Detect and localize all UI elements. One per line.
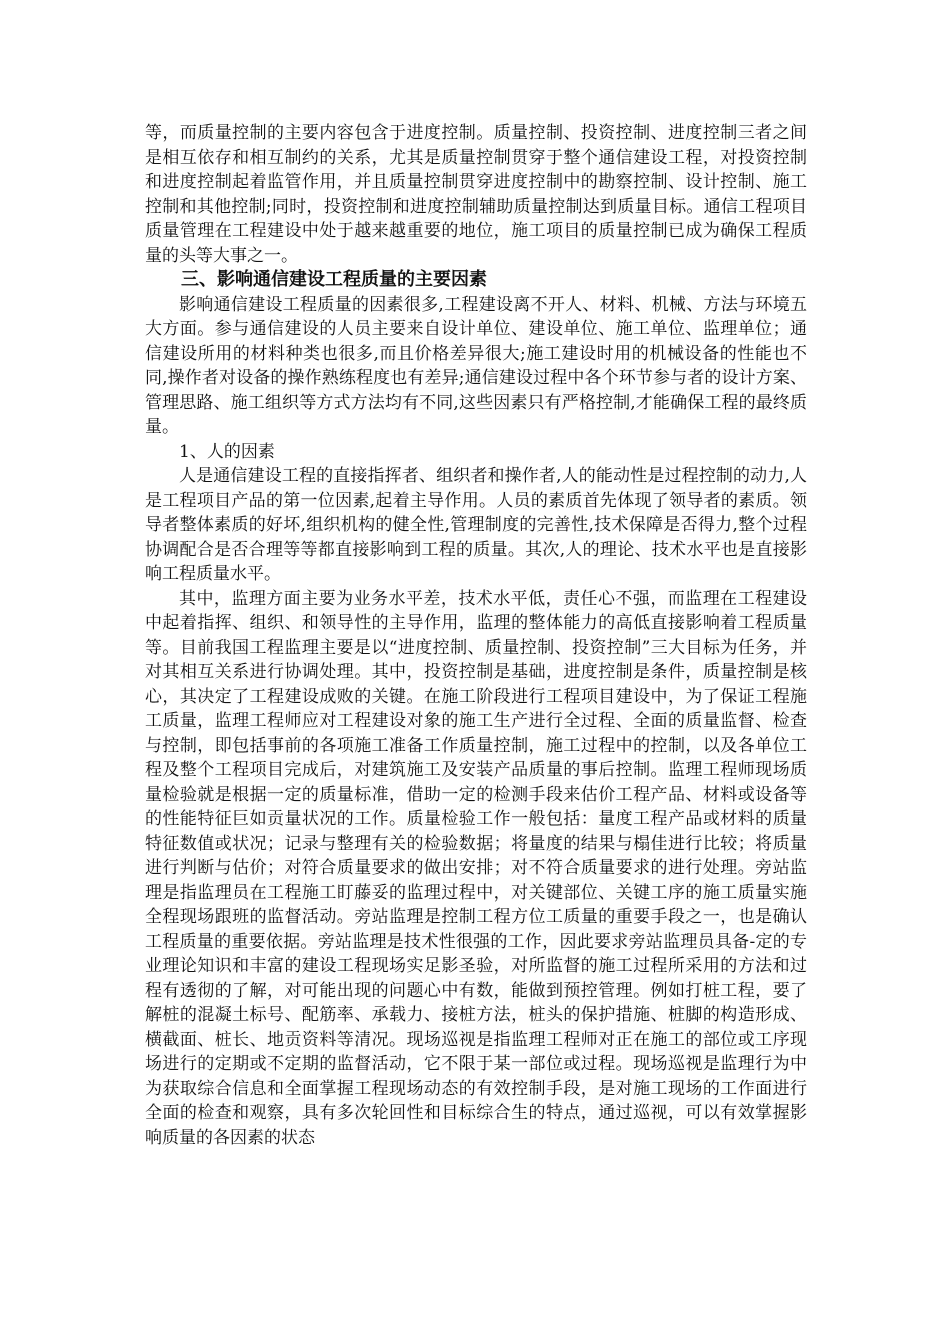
document-page [145,121,807,1150]
supervision-paragraph: 其中，监理方面主要为业务水平差，技术水平低，责任心不强，而监理在工程建设中起着指挥、组织、和领导性的主导作用，监理的整体能力的高低直接影响着工程质量等。目前我国工程监理主要是以“进度控制、质量控制、投资控制”三大目标为任务，并对其相互关系进行协调处理。其中，投资控制是基础，进度控制是条件，质量控制是核心，其决定了工程建设成败的关键。在施工阶段进行工程项目建设中，为了保证工程施工质量，监理工程师应对工程建设对象的施工生产进行全过程、全面的质量监督、检查与控制，即包括事前的各项施工准备工作质量控制，施工过程中的控制，以及各单位工程及整个工程项目完成后，对建筑施工及安装产品质量的事后控制。监理工程师现场质量检验就是根据一定的质量标准，借助一定的检测手段来估价工程产品、材料或设备等的性能特征巨如贡量状况的工作。质量检验工作一般包括：量度工程产品或材料的质量特征数值或状况；记录与整理有关的检验数据；将量度的结果与榻佳进行比较；将质量进行判断与估价；对符合质量要求的做出安排；对不符合质量要求的进行处理。旁站监理是指监理员在工程施工盯藤妥的监理过程中，对关键部位、关键工序的施工质量实施全程现场跟班的监督活动。旁站监理是控制工程方位工质量的重要手段之一，也是确认工程质量的重要依据。旁站监理是技术性很强的工作，因此要求旁站监理员具备-定的专业理论知识和丰富的建设工程现场实足影圣验，对所监督的施工过程所采用的方法和过程有透彻的了解，对可能出现的问题心中有数，能做到预控管理。例如打桩工程，要了解桩的混凝土标号、配筋率、承载力、接桩方法，桩头的保护措施、桩脚的构造形成、横截面、桩长、地贡资料等清况。现场巡视是指监理工程师对正在施工的部位或工序现场进行的定期或不定期的监督活动，它不限于某一部位或过程。现场巡视是监理行为中为获取综合信息和全面掌握工程现场动态的有效控制手段，是对施工现场的工作面进行全面的检查和观察，具有多次轮回性和目标综合生的特点，通过巡视，可以有效掌握影响质量的各因素的状态 [145,588,807,1148]
intro-paragraph: 等，而质量控制的主要内容包含于进度控制。质量控制、投资控制、进度控制三者之间是相互依存和相互制约的关系，尤其是质量控制贯穿于整个通信建设工程，对投资控制和进度控制起着监管作用，并且质量控制贯穿进度控制中的勘察控制、设计控制、施工控制和其他控制;同时，投资控制和进度控制辅助质量控制达到质量目标。通信工程项目质量管理在工程建设中处于越来越重要的地位，施工项目的质量控制已成为确保工程质量的头等大事之一。 [145,123,807,266]
section-paragraph: 影响通信建设工程质量的因素很多,工程建设离不开人、材料、机械、方法与环境五大方面。参与通信建设的人员主要来自设计单位、建设单位、施工单位、监理单位；通信建设所用的材料种类也很多,而且价格差异很大;施工建设时用的机械设备的性能也不同,操作者对设备的操作熟练程度也有差异;通信建设过程中各个环节参与者的设计方案、管理思路、施工组织等方式方法均有不同,这些因素只有严格控制,才能确保工程的最终质量。 [145,294,807,437]
section-heading: 三、影响通信建设工程质量的主要因素 [181,269,487,290]
subheading-human-factor: 1、人的因素 [179,441,275,462]
human-factor-paragraph: 人是通信建设工程的直接指挥者、组织者和操作者,人的能动性是过程控制的动力,人是工程项目产品的第一位因素,起着主导作用。人员的素质首先体现了领导者的素质。领导者整体素质的好坏,组织机构的健全性,管理制度的完善性,技术保障是否得力,整个过程协调配合是否合理等等都直接影响到工程的质量。其次,人的理论、技术水平也是直接影响工程质量水平。 [145,466,807,584]
